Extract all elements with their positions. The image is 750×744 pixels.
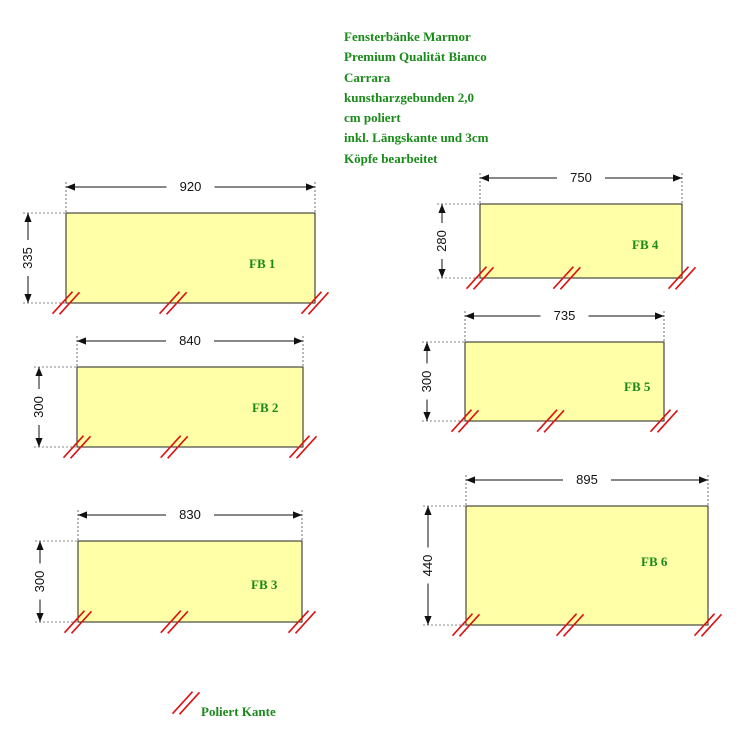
depth-dimension <box>419 342 465 421</box>
note-line: Premium Qualität Bianco <box>344 49 487 65</box>
slab-rect <box>66 213 315 303</box>
depth-value: 300 <box>31 396 46 418</box>
note-line: Fensterbänke Marmor <box>344 29 471 44</box>
depth-value: 300 <box>32 570 47 593</box>
slab-4 <box>434 170 696 289</box>
polish-mark-icon <box>173 692 200 715</box>
slab-label: FB 1 <box>249 256 276 271</box>
slab-3 <box>32 507 316 633</box>
slab-rect <box>466 506 708 625</box>
length-dimension <box>66 179 315 213</box>
length-value: 830 <box>179 507 201 522</box>
length-value: 920 <box>179 179 202 194</box>
legend <box>173 692 200 715</box>
length-dimension <box>466 472 708 506</box>
slab-5 <box>419 308 678 432</box>
note-line: Carrara <box>344 69 391 85</box>
length-dimension <box>78 507 302 541</box>
length-dimension <box>465 308 664 342</box>
note-line: Köpfe bearbeitet <box>344 150 438 166</box>
length-value: 840 <box>179 333 201 348</box>
note-line: kunstharzgebunden 2,0 <box>344 89 475 105</box>
length-value: 750 <box>570 170 592 185</box>
depth-dimension <box>31 367 77 447</box>
slab-1 <box>20 179 329 314</box>
slab-6 <box>420 472 722 636</box>
depth-value: 440 <box>420 554 435 577</box>
depth-dimension <box>20 213 66 303</box>
depth-value: 280 <box>434 230 449 252</box>
slab-label: FB 2 <box>252 400 279 415</box>
legend-label: Poliert Kante <box>201 704 276 719</box>
slab-label: FB 3 <box>251 577 278 592</box>
slab-2 <box>31 333 317 458</box>
depth-dimension <box>434 204 480 278</box>
note-line: inkl. Längskante und 3cm <box>344 130 489 146</box>
depth-value: 335 <box>20 247 35 269</box>
length-dimension <box>480 170 682 204</box>
note-line: cm poliert <box>344 110 401 126</box>
length-dimension <box>77 333 303 367</box>
depth-value: 300 <box>419 370 434 393</box>
length-value: 895 <box>576 472 598 487</box>
depth-dimension <box>32 541 78 622</box>
depth-dimension <box>420 506 466 625</box>
length-value: 735 <box>553 308 576 323</box>
slab-label: FB 5 <box>624 379 651 394</box>
slab-label: FB 6 <box>641 554 668 569</box>
slab-label: FB 4 <box>632 237 659 252</box>
